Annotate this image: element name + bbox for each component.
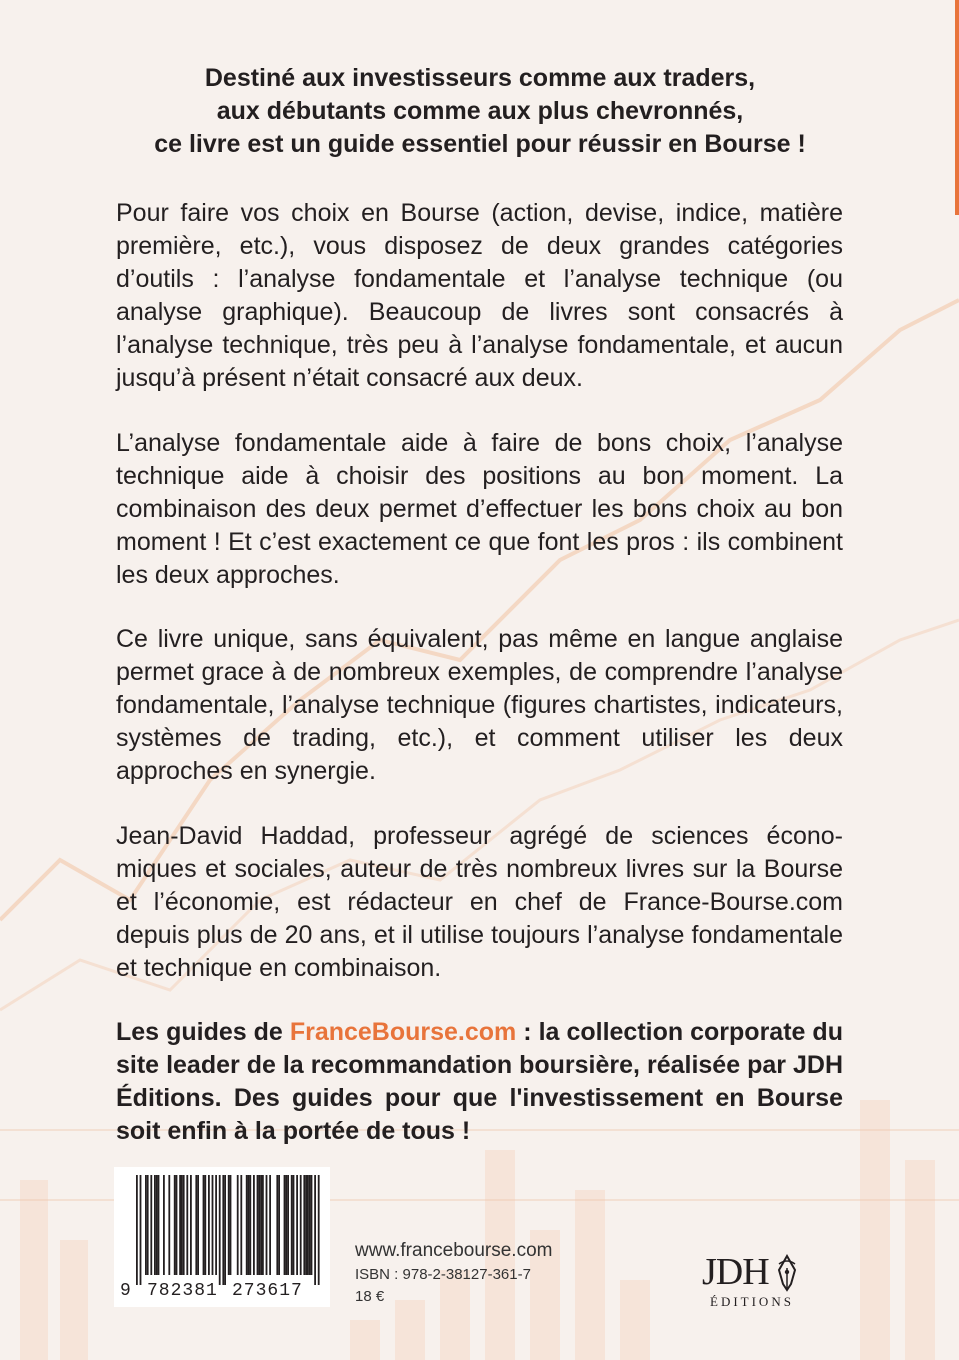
barcode-bar [293, 1175, 295, 1275]
barcode-bar [285, 1175, 287, 1275]
paragraph-collection [116, 1016, 843, 1148]
intro-tagline [100, 62, 860, 161]
barcode-bar [197, 1175, 199, 1275]
barcode-bar [215, 1175, 217, 1275]
barcode-bar [203, 1175, 205, 1275]
jdh-editions-logo [690, 1252, 840, 1314]
barcode-bar [296, 1175, 298, 1275]
barcode-bar [183, 1175, 185, 1275]
barcode-bar [260, 1175, 262, 1275]
barcode-bar [176, 1175, 178, 1275]
barcode-bar [136, 1175, 138, 1285]
paragraph-combination: L’analyse fondamentale aide à faire de bons choix, l’analyse technique aide à choisir des positions au bon moment. La combinaison des deux permet d’effectuer les bons choix au bon moment ! Et c’est exactement ce que font les pros : ils combinent les deux approches. [116, 429, 843, 589]
logo-sub-text: ÉDITIONS [710, 1294, 794, 1309]
barcode-bar [284, 1175, 286, 1275]
barcode-bar [266, 1175, 268, 1275]
barcode-bar [204, 1175, 206, 1275]
barcode-bar [269, 1175, 271, 1275]
fountain-pen-icon [776, 1254, 798, 1292]
publisher-info [355, 1238, 552, 1308]
barcode-bar [145, 1175, 147, 1275]
barcode-bar [287, 1175, 289, 1275]
barcode-bar [291, 1175, 293, 1275]
logo-main-text: JDH [702, 1251, 769, 1293]
barcode-lead-digit: 9 [120, 1281, 131, 1301]
barcode-group-1: 782381 [147, 1281, 218, 1301]
barcode-bar [156, 1175, 158, 1275]
barcode-bar [222, 1175, 224, 1285]
barcode-graphic [114, 1167, 330, 1307]
barcode-bar [190, 1175, 192, 1275]
barcode-bar [168, 1175, 170, 1275]
barcode-bar [181, 1175, 183, 1275]
barcode-bar [248, 1175, 250, 1275]
barcode-bar [208, 1175, 210, 1275]
intro-line-3: ce livre est un guide essentiel pour réussir en Bourse ! [154, 130, 806, 158]
barcode-bar [311, 1175, 313, 1275]
barcode-bar [278, 1175, 280, 1275]
barcode-bar [240, 1175, 242, 1275]
barcode-bar [219, 1175, 221, 1285]
paragraph-tools: Pour faire vos choix en Bourse (action, devise, indice, matière première, etc.), vous disposez de deux grandes catégories d’outils : l’analyse fondamentale et l’analyse technique (ou analyse graphique). Beaucoup de livres sont consacrés à l’analyse technique, très peu à l’analyse fondamentale, et aucun jusqu’à présent n’était consacré aux deux. [116, 199, 843, 392]
paragraph-book: Ce livre unique, sans équivalent, pas même en langue anglaise permet grace à de nombreux exemples, de comprendre l’analyse fondamentale, l’analyse technique (figures chartistes, indicateurs, systèmes de trading, etc.), et comment utiliser les deux approches en synergie. [116, 625, 843, 785]
barcode-bar [258, 1175, 260, 1275]
barcode-bar [307, 1175, 309, 1275]
barcode-bar [212, 1175, 214, 1275]
collection-brand: FranceBourse.com [289, 1018, 517, 1046]
website-link[interactable]: www.francebourse.com [355, 1240, 553, 1261]
barcode-bar [249, 1175, 251, 1275]
barcode-bar [300, 1175, 302, 1275]
barcode-bar [303, 1175, 305, 1275]
intro-line-1: Destiné aux investisseurs comme aux traders, [204, 64, 756, 92]
barcode-bar [230, 1175, 232, 1275]
barcode-bar [186, 1175, 188, 1275]
barcode-bar [318, 1175, 320, 1285]
barcode-bar [150, 1175, 152, 1275]
barcode-bar [262, 1175, 264, 1275]
barcode-bar [309, 1175, 311, 1275]
barcode-bar [179, 1175, 181, 1275]
barcode-bar [174, 1175, 176, 1275]
barcode-bar [158, 1175, 160, 1275]
barcode-bar [305, 1175, 307, 1275]
barcode-bar [224, 1175, 226, 1285]
barcode-bar [195, 1175, 197, 1275]
isbn-barcode [114, 1167, 330, 1307]
barcode-bar [253, 1175, 255, 1275]
collection-prefix: Les guides de [116, 1018, 290, 1046]
barcode-bar [147, 1175, 149, 1275]
isbn-number: ISBN : 978-2-38127-361-7 [355, 1266, 531, 1283]
price: 18 € [355, 1288, 385, 1305]
barcode-group-2: 273617 [232, 1281, 303, 1301]
barcode-bar [140, 1175, 142, 1285]
barcode-bar [237, 1175, 239, 1275]
barcode-bar [246, 1175, 248, 1275]
barcode-bar [154, 1175, 156, 1275]
collection-text: : la collection corporate du site leader de la recommandation boursière, réalisée par JDH Éditions. Des guides pour que l'investissement en Bourse soit enfin à la portée de tous ! [116, 1018, 843, 1145]
intro-line-2: aux débutants comme aux plus chevronnés, [216, 97, 744, 125]
barcode-bar [163, 1175, 165, 1275]
barcode-bar [228, 1175, 230, 1275]
barcode-bar [257, 1175, 259, 1275]
barcode-bar [276, 1175, 278, 1275]
barcode-bar [314, 1175, 316, 1285]
paragraph-author: Jean-David Haddad, professeur agrégé de sciences économiques et sociales, auteur de très nombreux livres sur la Bourse et l’économie, est rédacteur en chef de France-Bourse.com depuis plus de 20 ans, et il utilise toujours l’analyse fondamentale et technique en combinaison. [116, 822, 843, 982]
